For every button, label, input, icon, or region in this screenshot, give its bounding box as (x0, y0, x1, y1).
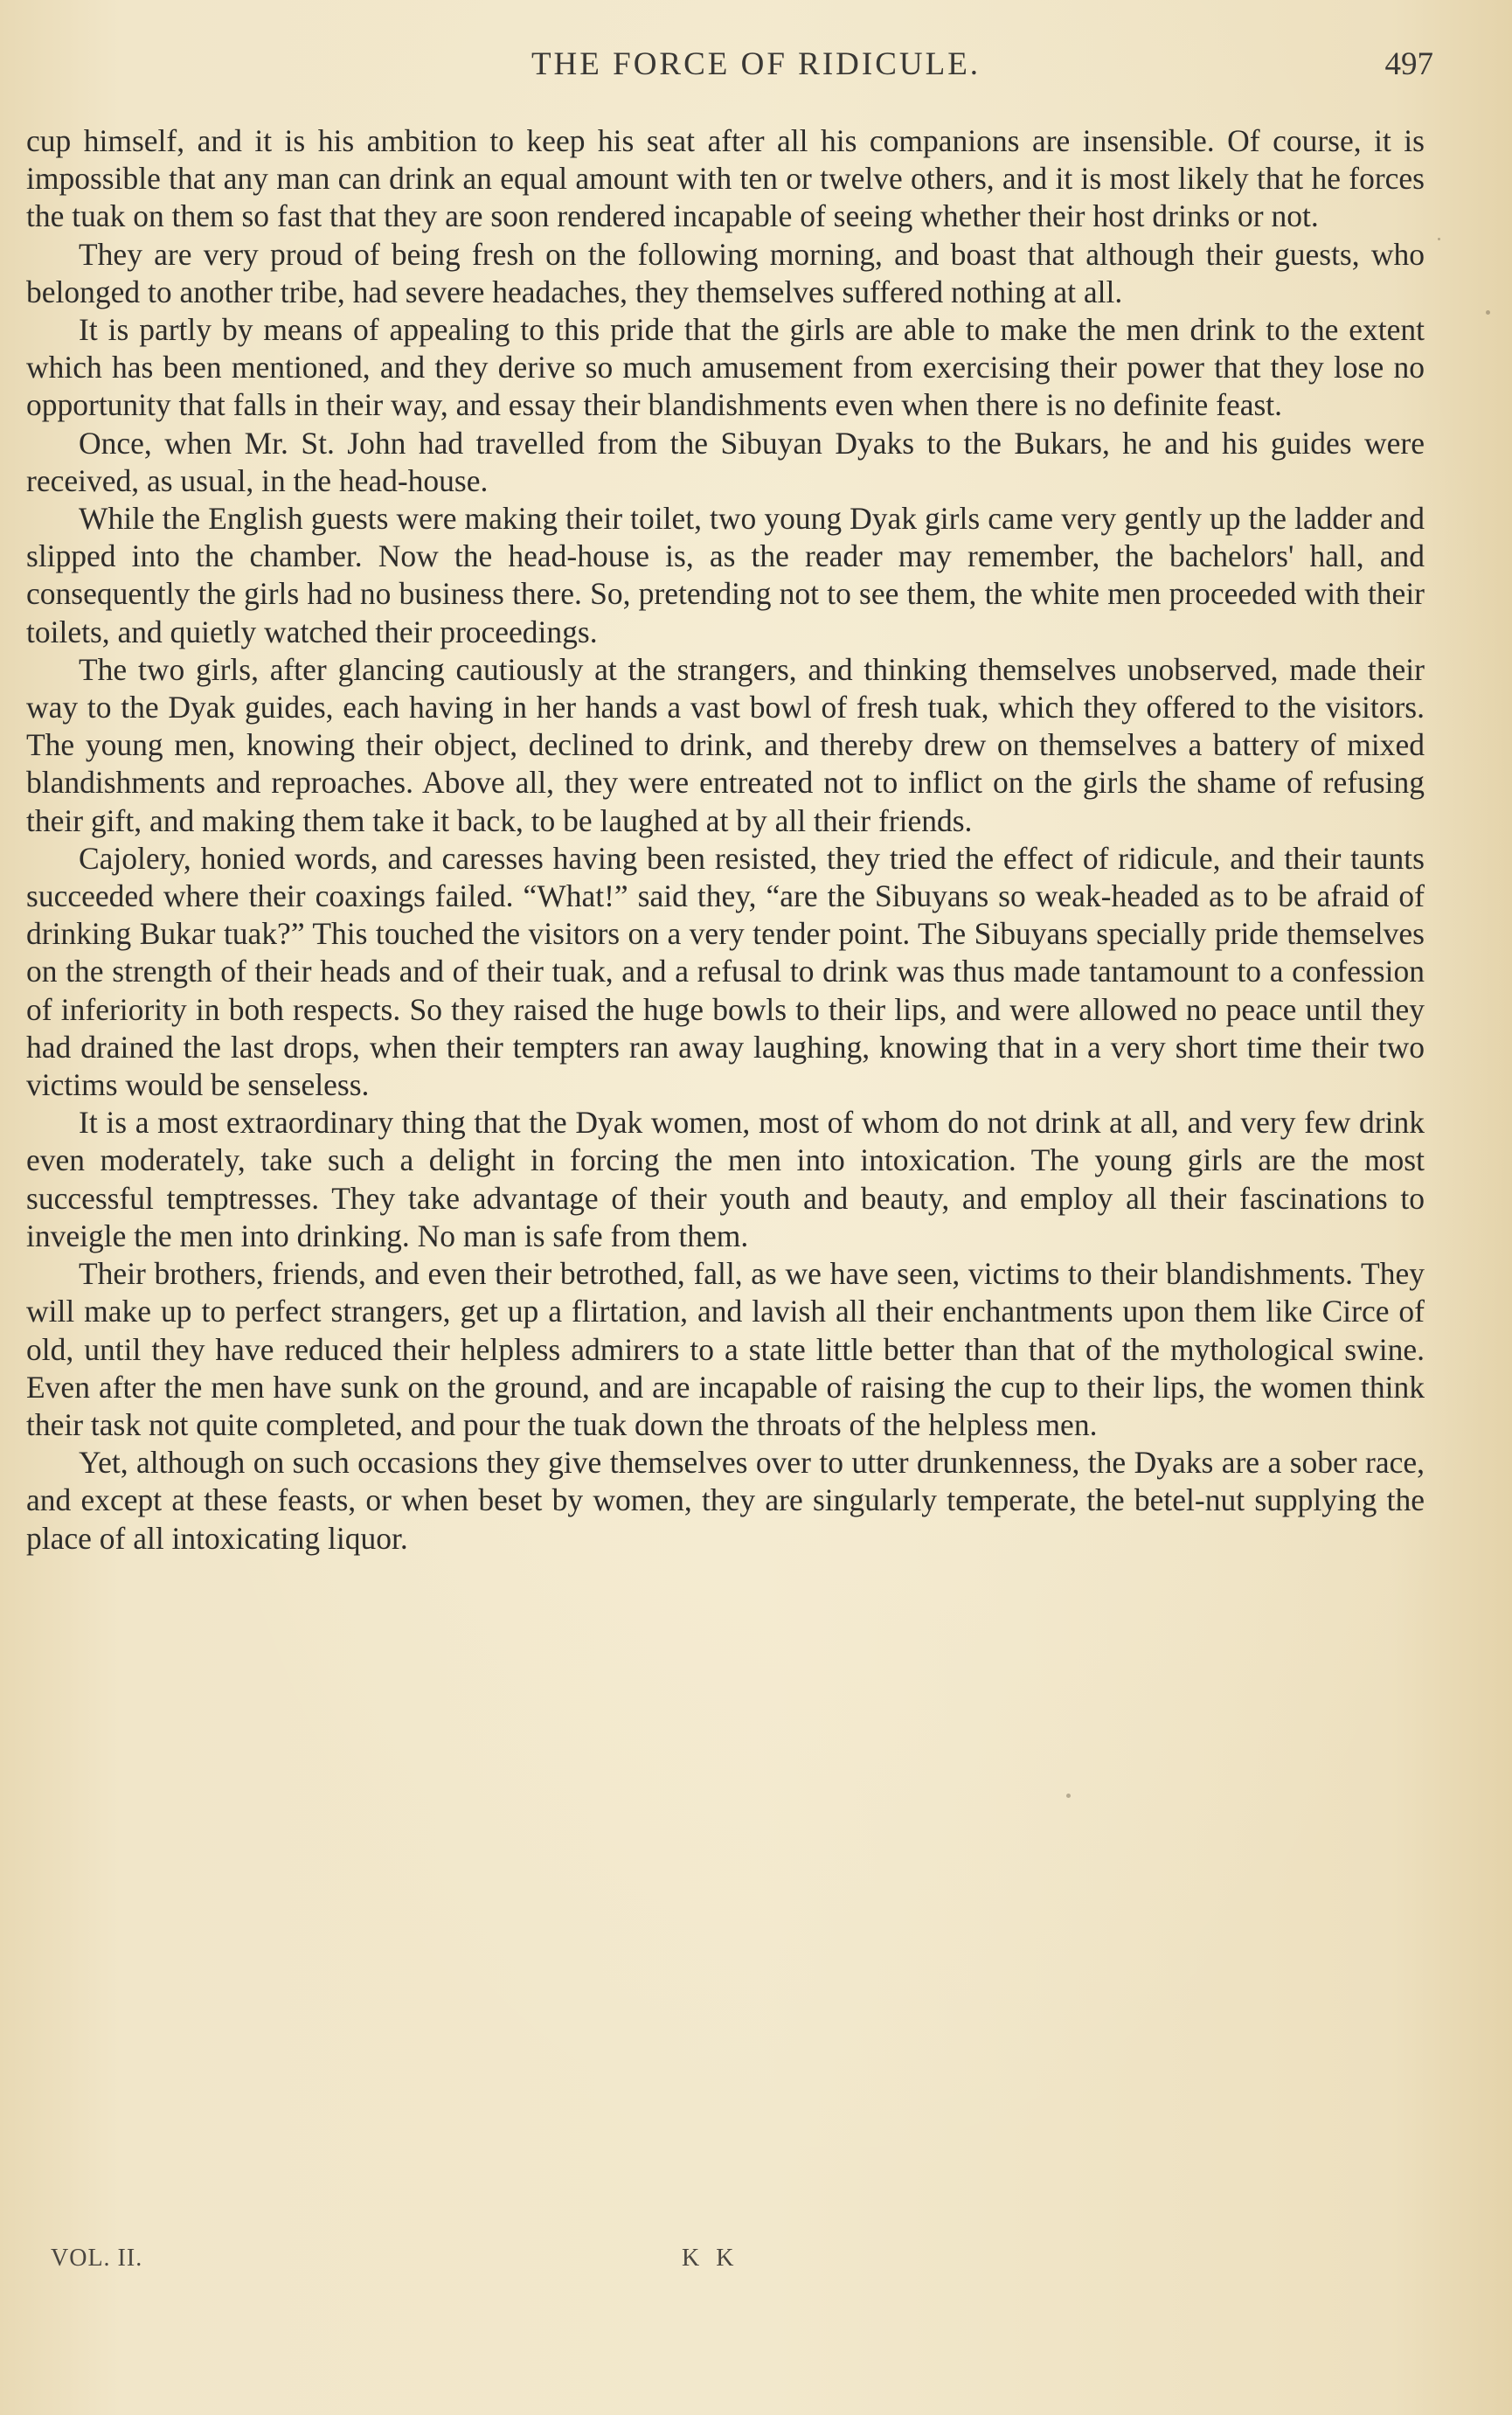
body-text (26, 122, 1425, 1558)
running-head (0, 45, 1512, 89)
paper-speck (1066, 1794, 1071, 1798)
paragraph-4: Once, when Mr. St. John had travelled from the Sibuyan Dyaks to the Bukars, he and his guides were received, as usual, in the head-house. (26, 425, 1425, 498)
page-footer (0, 2245, 1512, 2280)
paragraph-2: They are very proud of being fresh on the following morning, and boast that although their guests, who belonged to another tribe, had severe headaches, they themselves suffered nothing at all. (26, 236, 1425, 309)
page-number: 497 (1384, 46, 1433, 82)
paragraph-10: Yet, although on such occasions they give themselves over to utter drunkenness, the Dyaks are a sober race, and except at these feasts, or when beset by women, they are singularly temperate, the betel-nut supplying the place of all intoxicating liquor. (26, 1445, 1425, 1556)
paragraph-8: It is a most extraordinary thing that the Dyak women, most of whom do not drink at all, and very few drink even moderately, take such a delight in forcing the men into intoxication. The young girls are the most successful temptresses. They take advantage of their youth and beauty, and employ all their fascinations to inveigle the men into drinking. No man is safe from them. (26, 1105, 1425, 1253)
paragraph-9: Their brothers, friends, and even their betrothed, fall, as we have seen, victims to their blandishments. They will make up to perfect strangers, get up a flirtation, and lavish all their enchantments upon them like Circe of old, until they have reduced their helpless admirers to a state little better than that of the mythological swine. Even after the men have sunk on the ground, and are incapable of raising the cup to their lips, the women think their task not quite completed, and pour the tuak down the throats of the helpless men. (26, 1256, 1425, 1442)
paragraph-5: While the English guests were making their toilet, two young Dyak girls came very gently up the ladder and slipped into the chamber. Now the head-house is, as the reader may remember, the bachelors' hall, and consequently the girls had no business there. So, pretending not to see them, the white men proceeded with their toilets, and quietly watched their proceedings. (26, 501, 1425, 649)
paper-speck (1438, 238, 1440, 240)
running-title: THE FORCE OF RIDICULE. (531, 46, 981, 82)
paragraph-6: The two girls, after glancing cautiously at the strangers, and thinking themselves unobserved, made their way to the Dyak guides, each having in her hands a vast bowl of fresh tuak, which they offered to the visitors. The young men, knowing their object, declined to drink, and thereby drew on themselves a battery of mixed blandishments and reproaches. Above all, they were entreated not to inflict on the girls the shame of refusing their gift, and making them take it back, to be laughed at by all their friends. (26, 651, 1425, 838)
paper-speck (1486, 310, 1490, 315)
paragraph-3: It is partly by means of appealing to this pride that the girls are able to make the men drink to the extent which has been mentioned, and they derive so much amusement from exercising their power that they lose no opportunity that falls in their way, and essay their blandishments even when there is no definite feast. (26, 312, 1425, 423)
paragraph-7: Cajolery, honied words, and caresses having been resisted, they tried the effect of ridicule, and their taunts succeeded where their coaxings failed. “What!” said they, “are the Sibuyans so weak-headed as to be afraid of drinking Bukar tuak?” This touched the visitors on a very tender point. The Sibuyans specially pride themselves on the strength of their heads and of their tuak, and a refusal to drink was thus made tantamount to a confession of inferiority in both respects. So they raised the huge bowls to their lips, and were allowed no peace until they had drained the last drops, when their tempters ran away laughing, knowing that in a very short time their two victims would be senseless. (26, 840, 1425, 1103)
volume-mark: VOL. II. (51, 2245, 143, 2272)
paragraph-1: cup himself, and it is his ambition to keep his seat after all his companions are insensible. Of course, it is impossible that any man can drink an equal amount with ten or twelve others, and it is most likely that he forces the tuak on them so fast that they are soon rendered incapable of seeing whether their host drinks or not. (26, 123, 1425, 234)
signature-mark: K K (682, 2245, 739, 2272)
